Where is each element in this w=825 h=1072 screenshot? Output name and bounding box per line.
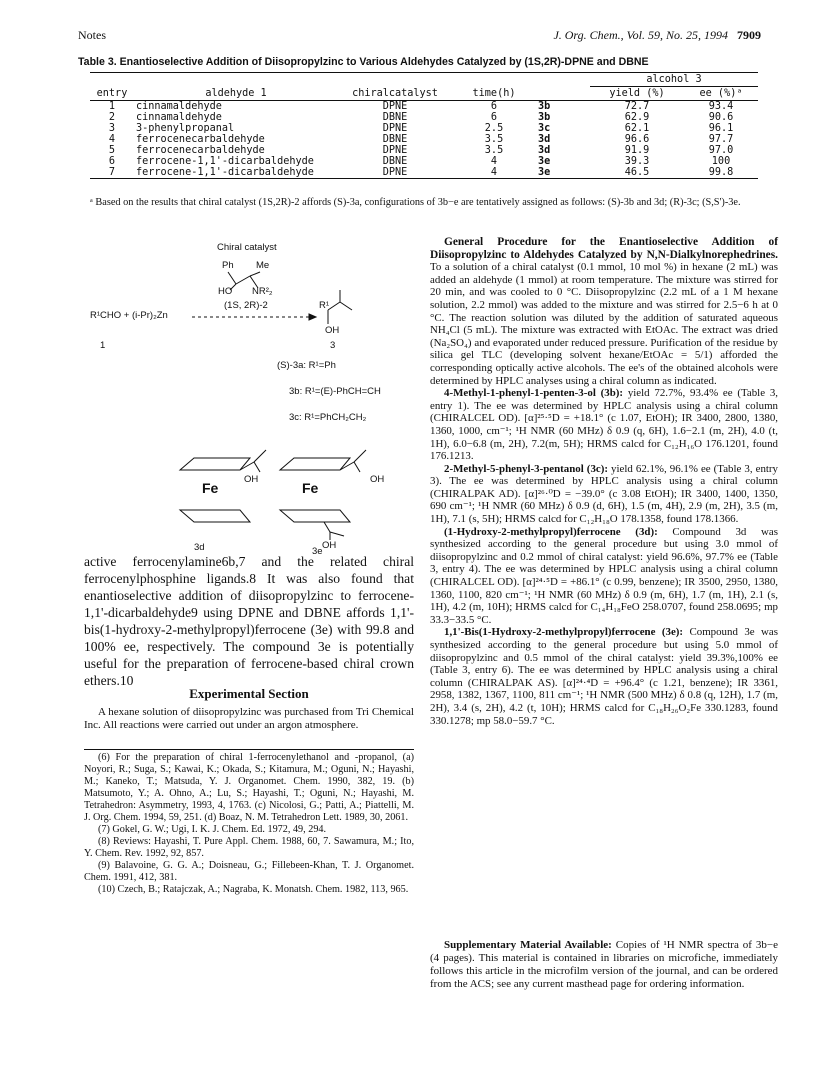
cell-entry: 2 <box>108 112 116 123</box>
scheme-r1: R¹ <box>319 300 330 311</box>
references-list <box>84 752 414 896</box>
scheme-fe-3d: Fe <box>202 480 219 496</box>
experimental-heading: Experimental Section <box>189 686 309 701</box>
general-procedure-body: To a solution of a chiral catalyst (0.1 mmol, 10 mol %) in hexane (2 mL) was added an aldehyde (1 mmol) at room temperature. The mixture was stirred for 20 min, and was cooled to 0 °C. Diisopropylzinc (2.2 mL of a 1 M hexane solution, 2.2 mmol) was added to the mixture and was stirred for 2.5−6 h at 0 °C. The reaction solution was diluted by the addition of saturated aqueous NH₄Cl (5 mL). The mixture was extracted with EtOAc. The extract was dried (Na₂SO₄) and evaporated under reduced pressure. Purification of the residue by silica gel TLC (developing solvent hexane/EtOAc = 5/1) afforded the corresponding optically active alcohols. The ee's of the obtained alcohols were determined by HPLC analyses using a chiral column as indicated. <box>430 261 778 387</box>
scheme-oh-3d: OH <box>244 474 259 485</box>
cell-catalyst: DPNE <box>382 101 408 112</box>
scheme-cat-conditions: (1S, 2R)-2 <box>224 300 268 311</box>
cell-catalyst: DBNE <box>382 112 408 123</box>
scheme-3b: 3b: R¹=(E)-PhCH=CH <box>289 386 381 397</box>
table-title: Table 3. Enantioselective Addition of Diisopropylzinc to Various Aldehydes Catalyzed by (1S,2R)-DPNE and DBNE <box>78 56 649 68</box>
scheme-fe-3e: Fe <box>302 480 319 496</box>
col-aldehyde: aldehyde 1 <box>205 87 267 99</box>
cell-yield: 72.7 <box>624 101 650 112</box>
cell-time: 3.5 <box>484 145 504 156</box>
scheme-cmpd-3: 3 <box>330 340 336 351</box>
compound-3e-body: Compound 3e was synthesized according to the general procedure but using 5.0 mmol of diisopropylzinc and 0.5 mmol of the chiral catalyst: yield 39.3%,100% ee (Table 3, entry 6). The ee was determined by HPLC analysis using a chiral column (CHIRALPAK AS). [α]²⁴·⁴D = +96.4° (c 1.21, benzene); IR 3361, 2958, 1382, 1367, 1100, 811 cm⁻¹; ¹H NMR (500 MHz) δ 0.8 (q, 12H), 1.7 (m, 2H), 3.4 (s, 2H), 4.2 (t, 10H); HRMS calcd for C₁₈H₂₆O₂Fe 330.1283, found 330.1278; mp 58.0−59.7 °C. <box>430 626 778 727</box>
cell-ee: 99.8 <box>708 167 734 178</box>
compound-3d <box>430 526 778 627</box>
compound-3b-body: yield 72.7%, 93.4% ee (Table 3, entry 1). The ee was determined by HPLC analysis using a chiral column (CHIRALCEL OD). [α]²⁵·⁵D = +18.1° (c 1.07, EtOH); IR 3400, 2800, 1380, 1360, 1000, cm⁻¹; ¹H NMR (60 MHz) δ 0.9 (q, 6H), 1.6−2.1 (m, 2H), 4.0 (t, 1H), 6.0−6.8 (m, 2H), 7.2(m, 5H); HRMS calcd for C₁₂H₁₆O 176.1201, found 176.1213. <box>430 387 778 463</box>
cell-compound: 3c <box>538 123 551 134</box>
cell-catalyst: DPNE <box>382 167 408 178</box>
compound-3b <box>430 387 778 463</box>
cell-entry: 6 <box>108 156 116 167</box>
supplementary-body: Copies of ¹H NMR spectra of 3b−e (4 pages). This material is contained in libraries on microfiche, immediately follows this article in the microfilm version of the journal, and can be ordered from the ACS; see any current masthead page for ordering information. <box>430 939 778 990</box>
col-ee: ee (%)ᵃ <box>699 88 743 99</box>
compound-3d-heading: (1-Hydroxy-2-methylpropyl)ferrocene (3d): <box>444 525 658 538</box>
results-table <box>90 72 758 179</box>
cell-yield: 62.9 <box>624 112 650 123</box>
right-column <box>430 236 778 727</box>
group-header-alcohol: alcohol 3 <box>590 73 758 87</box>
cell-aldehyde: ferrocenecarbaldehyde <box>136 145 265 156</box>
cell-aldehyde: ferrocene-1,1'-dicarbaldehyde <box>136 156 314 167</box>
cell-yield: 39.3 <box>624 156 650 167</box>
cell-ee: 96.1 <box>708 123 734 134</box>
cell-ee: 93.4 <box>708 101 734 112</box>
reference-9: (9) Balavoine, G. G. A.; Doisneau, G.; Fillebeen-Khan, T. J. Organomet. Chem. 1991, 412, 381. <box>84 860 414 883</box>
cell-catalyst: DPNE <box>382 145 408 156</box>
cell-aldehyde: ferrocene-1,1'-dicarbaldehyde <box>136 167 314 178</box>
scheme-me: Me <box>256 260 270 271</box>
cell-ee: 90.6 <box>708 112 734 123</box>
scheme-nr2: NR²₂ <box>252 286 273 297</box>
col-yield: yield (%) <box>609 88 665 99</box>
table-row <box>90 134 758 145</box>
reaction-scheme <box>84 240 414 560</box>
scheme-reactants: R¹CHO + (i-Pr)₂Zn <box>90 310 168 321</box>
table-row <box>90 123 758 134</box>
cell-catalyst: DBNE <box>382 156 408 167</box>
cell-entry: 7 <box>108 167 116 178</box>
cell-catalyst: DBNE <box>382 134 408 145</box>
cell-time: 4 <box>490 167 498 178</box>
scheme-cmpd-3d: 3d <box>194 542 205 553</box>
table-row <box>90 101 758 113</box>
cell-ee: 97.7 <box>708 134 734 145</box>
cell-ee: 100 <box>711 156 731 167</box>
running-header-section: Notes <box>78 28 106 42</box>
col-catalyst: chiralcatalyst <box>352 87 438 99</box>
scheme-oh-3e-top: OH <box>370 474 385 485</box>
journal-citation: J. Org. Chem., Vol. 59, No. 25, 1994 <box>553 28 728 42</box>
cell-compound: 3d <box>538 134 551 145</box>
compound-3c <box>430 463 778 526</box>
scheme-oh-3: OH <box>325 325 340 336</box>
cell-time: 6 <box>490 101 498 112</box>
cell-aldehyde: ferrocenecarbaldehyde <box>136 134 265 145</box>
cell-yield: 46.5 <box>624 167 650 178</box>
scheme-ph: Ph <box>222 260 234 271</box>
cell-entry: 5 <box>108 145 116 156</box>
cell-time: 2.5 <box>484 123 504 134</box>
table-row <box>90 156 758 167</box>
cell-aldehyde: cinnamaldehyde <box>136 101 222 112</box>
cell-ee: 97.0 <box>708 145 734 156</box>
scheme-cmpd-3e: 3e <box>312 546 323 557</box>
table-row <box>90 145 758 156</box>
table-row <box>90 112 758 123</box>
cell-entry: 4 <box>108 134 116 145</box>
reference-8: (8) Reviews: Hayashi, T. Pure Appl. Chem. 1988, 60, 7. Sawamura, M.; Ito, Y. Chem. Rev. 1992, 92, 857. <box>84 836 414 859</box>
supplementary-heading: Supplementary Material Available: <box>444 939 612 951</box>
supplementary-material <box>430 939 778 991</box>
scheme-cmpd-1: 1 <box>100 340 106 351</box>
running-header-journal <box>553 28 761 43</box>
compound-3c-body: yield 62.1%, 96.1% ee (Table 3, entry 3). The ee was determined by HPLC analysis using a chiral column (CHIRALPAK AD). [α]²⁶·⁰D = −39.0° (c 3.08 EtOH); IR 3400, 1400, 1350, 690 cm⁻¹; ¹H NMR (60 MHz) δ 0.9 (d, 6H), 1.5 (m, 4H), 2.9 (m, 2H), 3.5 (m, 1H), 7.1 (s, 5H); HRMS calcd for C₁₂H₁₈O 178.1358, found 178.1366. <box>430 462 778 526</box>
scheme-catalyst-label: Chiral catalyst <box>217 242 277 253</box>
cell-entry: 1 <box>108 101 116 112</box>
general-procedure-heading: General Procedure for the Enantioselective Addition of Diisopropylzinc to Aldehydes Catalyzed by N,N-Dialkylnorephedrines. <box>430 236 778 261</box>
cell-compound: 3e <box>538 156 551 167</box>
cell-yield: 62.1 <box>624 123 650 134</box>
cell-compound: 3b <box>538 101 551 112</box>
cell-time: 4 <box>490 156 498 167</box>
cell-time: 3.5 <box>484 134 504 145</box>
references-divider <box>84 749 414 750</box>
cell-compound: 3e <box>538 167 551 178</box>
col-time: time(h) <box>472 87 516 99</box>
reference-7: (7) Gokel, G. W.; Ugi, I. K. J. Chem. Ed. 1972, 49, 294. <box>98 824 327 835</box>
page-number: 7909 <box>737 28 761 42</box>
col-compound <box>536 87 590 101</box>
col-entry: entry <box>96 87 128 99</box>
compound-3c-heading: 2-Methyl-5-phenyl-3-pentanol (3c): <box>444 462 608 475</box>
compound-3b-heading: 4-Methyl-1-phenyl-1-penten-3-ol (3b): <box>444 387 624 400</box>
left-body-text: active ferrocenylamine6b,7 and the related chiral ferrocenylphosphine ligands.8 It was also found that enantioselective addition of diisopropylzinc to ferrocene-1,1'-dicarbaldehyde9 using DPNE and DBNE affords 1,1'-bis(1-hydroxy-2-methylpropyl)ferrocene (3e) with 99.8 and 100% ee, respectively. The compound 3e is potentially useful for the preparation of ferrocene-based chiral crown ethers.10 <box>84 554 414 688</box>
scheme-3c: 3c: R¹=PhCH₂CH₂ <box>289 412 367 423</box>
cell-catalyst: DPNE <box>382 123 408 134</box>
compound-3e-heading: 1,1'-Bis(1-Hydroxy-2-methylpropyl)ferrocene (3e): <box>444 626 684 639</box>
cell-yield: 91.9 <box>624 145 650 156</box>
scheme-oh-3e-bottom: OH <box>322 540 337 551</box>
cell-yield: 96.6 <box>624 134 650 145</box>
experimental-intro: A hexane solution of diisopropylzinc was purchased from Tri Chemical Inc. All reactions were carried out under an argon atmosphere. <box>84 706 414 731</box>
scheme-3a: (S)-3a: R¹=Ph <box>277 360 336 371</box>
cell-aldehyde: 3-phenylpropanal <box>136 123 235 134</box>
cell-time: 6 <box>490 112 498 123</box>
table-footnote: ᵃ Based on the results that chiral catalyst (1S,2R)-2 affords (S)-3a, configurations of 3b−e are tentatively assigned as follows: (S)-3b and 3d; (R)-3c; (S,S')-3e. <box>90 197 741 208</box>
cell-compound: 3b <box>538 112 551 123</box>
cell-entry: 3 <box>108 123 116 134</box>
scheme-ho: HO <box>218 286 233 297</box>
compound-3e <box>430 626 778 727</box>
reference-10: (10) Czech, B.; Ratajczak, A.; Nagraba, K. Monatsh. Chem. 1982, 113, 965. <box>98 884 409 895</box>
reference-6: (6) For the preparation of chiral 1-ferrocenylethanol and -propanol, (a) Noyori, R.; Suga, S.; Kawai, K.; Okada, S.; Kitamura, M.; Oguni, N.; Hayashi, M.; Kaneko, T.; Matsuda, Y. J. Organomet. Chem. 1990, 382, 19. (b) Matsumoto, Y.; A. Ohno, A.; Lu, S.; Hayashi, T.; Oguni, N.; Hayashi, M. Tetrahedron: Asymmetry, 1993, 4, 1763. (c) Nicolosi, G.; Patti, A.; Piattelli, M. J. Org. Chem. 1994, 59, 251. (d) Boaz, N. M. Tetrahedron Lett. 1989, 30, 2061. <box>84 752 414 823</box>
table-row <box>90 167 758 179</box>
general-procedure <box>430 236 778 387</box>
cell-compound: 3d <box>538 145 551 156</box>
cell-aldehyde: cinnamaldehyde <box>136 112 222 123</box>
compound-3d-body: Compound 3d was synthesized according to the general procedure but using 3.0 mmol of diisopropylzinc and 0.2 mmol of chiral catalyst: yield 96.6%, 97.7% ee (Table 3, entry 4). The ee was determined by HPLC analysis using a chiral column (CHIRALCEL OD). [α]²⁴·⁵D = +86.1° (c 0.99, benzene); IR 3500, 2950, 1380, 1360, 1100, 820 cm⁻¹; ¹H NMR (60 MHz) δ 0.9 (m, 6H), 1.7 (m, 1H), 2.1 (s, 1H), 4.2 (m, 10H); HRMS calcd for C₁₄H₁₈FeO 258.0707, found 258.0695; mp 33.3−33.5 °C. <box>430 525 778 626</box>
scheme-structures <box>84 240 414 560</box>
